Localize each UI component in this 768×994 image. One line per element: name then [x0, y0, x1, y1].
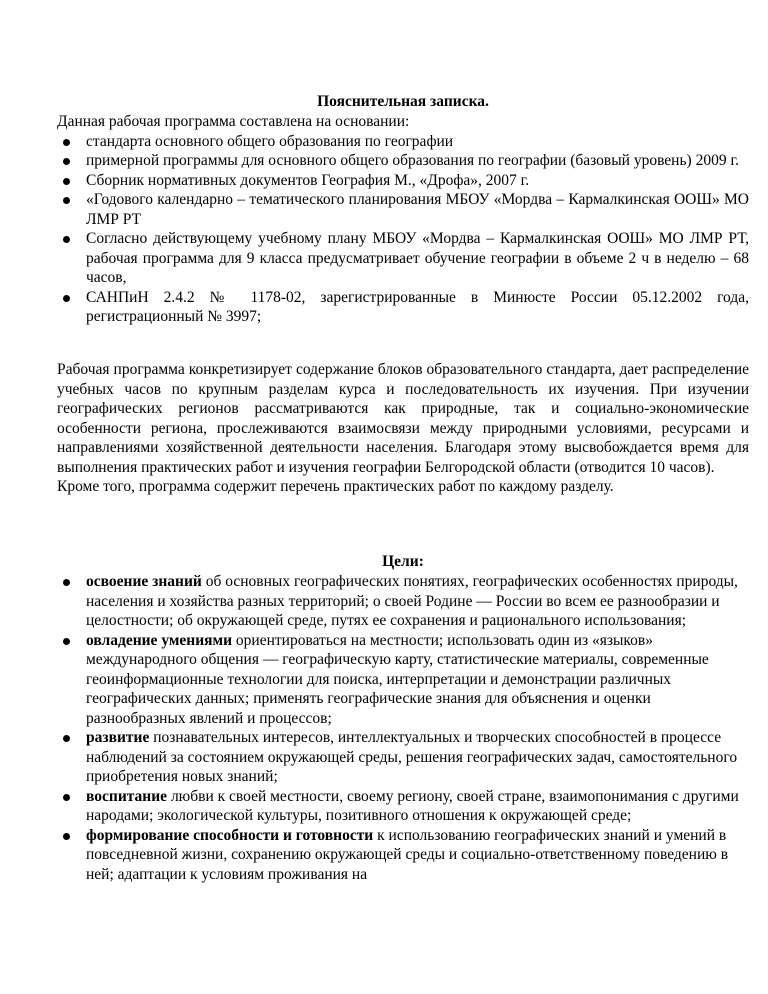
- goal-item: формирование способности и готовности к использованию географических знаний и умений в повседневной жизни, сохранению окружающей среды и социально-ответственному поведению в ней; адаптации к условиям проживания на: [57, 826, 749, 885]
- page-title: Пояснительная записка.: [317, 93, 489, 110]
- list-item: примерной программы для основного общего образования по географии (базовый уровень) 2009 г.: [57, 151, 749, 171]
- bullet-icon: [63, 579, 70, 586]
- goal-item: овладение умениями ориентироваться на местности; использовать один из «языков» международного общения — географическую карту, статистические материалы, современные геоинформационные технологии для поиска, интерпретации и демонстрации различных географических данных; применять географические знания для объяснения и оценки разнообразных явлений и процессов;: [57, 631, 749, 729]
- goal-keyword: овладение умениями: [86, 631, 233, 649]
- goals-section: [57, 572, 749, 884]
- goal-keyword: развитие: [86, 729, 150, 746]
- description-section: [57, 360, 749, 497]
- bullet-icon: [63, 735, 70, 742]
- bullet-icon: [63, 236, 70, 243]
- goal-item: развитие познавательных интересов, интеллектуальных и творческих способностей в процессе наблюдений за состоянием окружающей среды, решения географических задач, самостоятельного приобретения новых знаний;: [57, 728, 749, 787]
- bullet-icon: [63, 178, 70, 185]
- bullet-icon: [63, 833, 70, 840]
- goal-keyword: формирование способности и готовности: [86, 826, 374, 844]
- goal-item: воспитание любви к своей местности, своему региону, своей стране, взаимопонимания с другими народами; экологической культуры, позитивного отношения к окружающей среде;: [57, 787, 749, 826]
- goals-list: [57, 572, 749, 884]
- list-item: стандарта основного общего образования по географии: [57, 132, 749, 152]
- bullet-icon: [63, 638, 70, 645]
- description-paragraph: Рабочая программа конкретизирует содержание блоков образовательного стандарта, дает распределение учебных часов по крупным разделам курса и последовательность их изучения. При изучении географических регионов рассматриваются как природные, так и социально-экономические особенности региона, прослеживаются взаимосвязи между природными условиями, ресурсами и направлениями хозяйственной деятельности населения. Благодаря этому высвобождается время для выполнения практических работ и изучения географии Белгородской области (отводится 10 часов).: [57, 361, 749, 476]
- practical-works-paragraph: Кроме того, программа содержит перечень практических работ по каждому разделу.: [57, 478, 614, 495]
- goal-keyword: воспитание: [86, 787, 168, 805]
- goals-title: Цели:: [382, 553, 424, 570]
- list-item: Сборник нормативных документов География М., «Дрофа», 2007 г.: [57, 171, 749, 191]
- goal-item: освоение знаний об основных географических понятиях, географических особенностях природы, населения и хозяйства разных территорий; о своей Родине — России во всем ее разнообразии и целостности; об окружающей среде, путях ее сохранения и рационального использования;: [57, 572, 749, 631]
- basis-section: [57, 112, 749, 327]
- bullet-icon: [63, 197, 70, 204]
- list-item: САНПиН 2.4.2 № 1178-02, зарегистрированные в Минюсте России 05.12.2002 года, регистрационный № 3997;: [57, 288, 749, 327]
- list-item: Согласно действующему учебному плану МБОУ «Мордва – Кармалкинская ООШ» МО ЛМР РТ, рабочая программа для 9 класса предусматривает обучение географии в объеме 2 ч в неделю – 68 часов,: [57, 229, 749, 288]
- intro-text: Данная рабочая программа составлена на основании:: [57, 113, 410, 130]
- bullet-icon: [63, 158, 70, 165]
- bullet-icon: [63, 794, 70, 801]
- goal-keyword: освоение знаний: [86, 573, 202, 590]
- bullet-icon: [63, 295, 70, 302]
- list-item: «Годового календарно – тематического планирования МБОУ «Мордва – Кармалкинская ООШ» МО ЛМР РТ: [57, 190, 749, 229]
- basis-list: [57, 132, 749, 327]
- bullet-icon: [63, 139, 70, 146]
